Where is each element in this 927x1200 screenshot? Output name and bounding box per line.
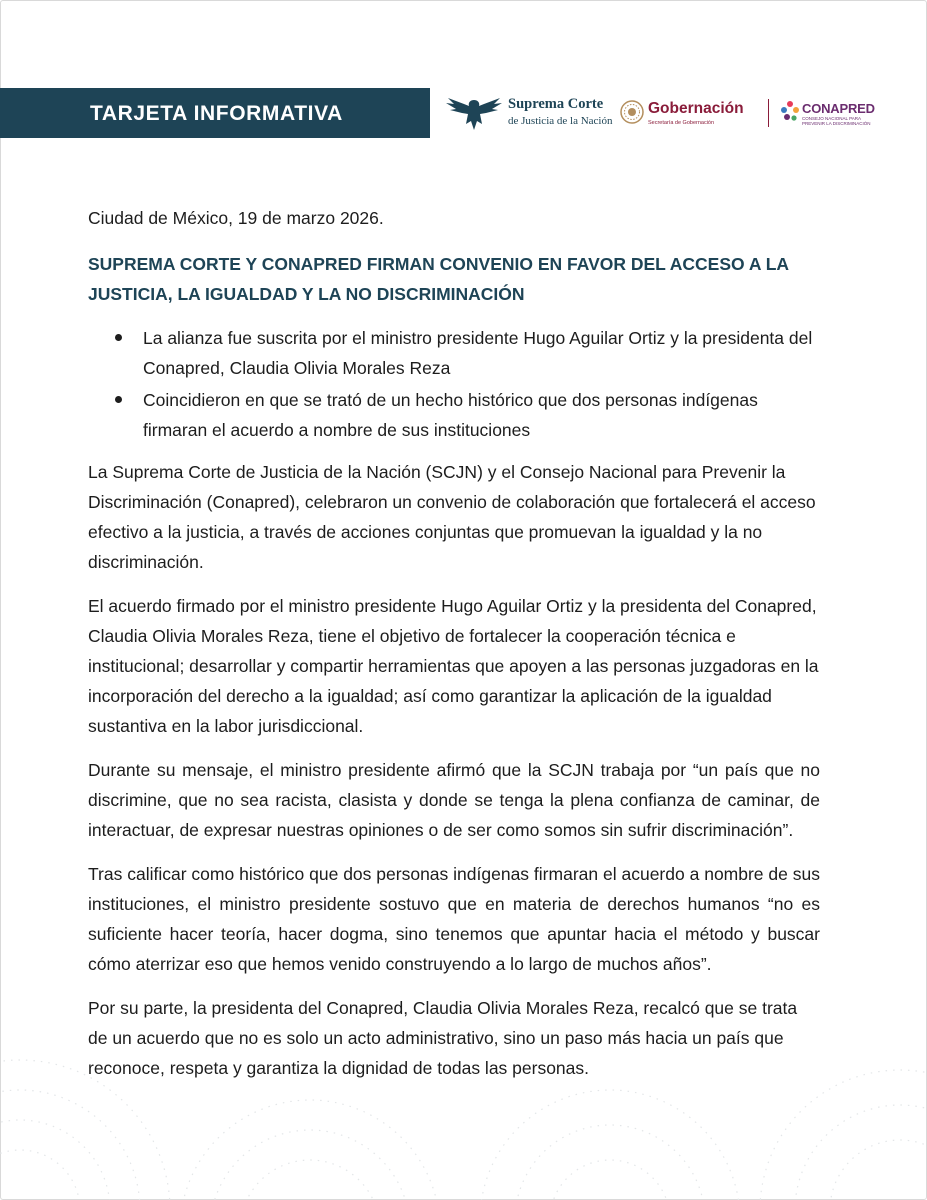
- conapred-logo: [780, 98, 892, 132]
- conapred-name: CONAPRED: [802, 101, 875, 116]
- dateline: Ciudad de México, 19 de marzo 2026.: [88, 208, 384, 228]
- bullet-dot-icon: [115, 396, 122, 403]
- paragraph: Tras calificar como histórico que dos personas indígenas firmaran el acuerdo a nombre de sus instituciones, el ministro presidente sostuvo que en materia de derechos humanos “no es suficiente hacer teoría, hacer dogma, sino tenemos que apuntar hacia el método y buscar cómo aterrizar eso que hemos venido construyendo a lo largo de muchos años”.: [88, 864, 820, 974]
- logo-divider: [768, 99, 769, 127]
- conapred-mark-icon: [780, 100, 800, 124]
- gobernacion-name: Gobernación: [648, 100, 744, 117]
- headline: SUPREMA CORTE Y CONAPRED FIRMAN CONVENIO EN FAVOR DEL ACCESO A LA JUSTICIA, LA IGUALDAD Y LA NO DISCRIMINACIÓN: [88, 254, 789, 304]
- conapred-subname: CONSEJO NACIONAL PARA PREVENIR LA DISCRIMINACIÓN: [802, 116, 871, 126]
- national-seal-icon: [620, 100, 644, 124]
- gobernacion-subname: Secretaría de Gobernación: [648, 120, 715, 126]
- bullet-item: [88, 385, 820, 445]
- banner-title: TARJETA INFORMATIVA: [90, 102, 343, 125]
- gobernacion-logo: [620, 98, 762, 132]
- bullet-dot-icon: [115, 334, 122, 341]
- eagle-icon: [444, 94, 504, 132]
- bullet-text: Coincidieron en que se trató de un hecho histórico que dos personas indígenas firmaran el acuerdo a nombre de sus instituciones: [143, 390, 758, 440]
- scjn-logo: [444, 94, 613, 134]
- summary-bullets: [88, 323, 820, 445]
- paragraph: El acuerdo firmado por el ministro presidente Hugo Aguilar Ortiz y la presidenta del Conapred, Claudia Olivia Morales Reza, tiene el objetivo de fortalecer la cooperación técnica e institucional; desarrollar y compartir herramientas que apoyen a las personas juzgadoras en la incorporación del derecho a la igualdad; así como garantizar la aplicación de la igualdad sustantiva en la labor jurisdiccional.: [88, 596, 819, 736]
- bullet-text: La alianza fue suscrita por el ministro presidente Hugo Aguilar Ortiz y la presidenta del Conapred, Claudia Olivia Morales Reza: [143, 328, 813, 378]
- scjn-subname: de Justicia de la Nación: [508, 115, 613, 127]
- document-body: [88, 205, 820, 1097]
- paragraph: Durante su mensaje, el ministro presidente afirmó que la SCJN trabaja por “un país que no discrimine, que no sea racista, clasista y donde se tenga la plena confianza de caminar, de interactuar, de expresar nuestras opiniones o de ser como somos sin sufrir discriminación”.: [88, 760, 820, 840]
- paragraph: La Suprema Corte de Justicia de la Nación (SCJN) y el Consejo Nacional para Prevenir la Discriminación (Conapred), celebraron un convenio de colaboración que fortalecerá el acceso efectivo a la justicia, a través de acciones conjuntas que promuevan la igualdad y la no discriminación.: [88, 462, 816, 572]
- scjn-name: Suprema Corte: [508, 96, 604, 112]
- bullet-item: [88, 323, 820, 383]
- paragraph: Por su parte, la presidenta del Conapred, Claudia Olivia Morales Reza, recalcó que se trata de un acuerdo que no es solo un acto administrativo, sino un paso más hacia un país que reconoce, respeta y garantiza la dignidad de todas las personas.: [88, 998, 798, 1078]
